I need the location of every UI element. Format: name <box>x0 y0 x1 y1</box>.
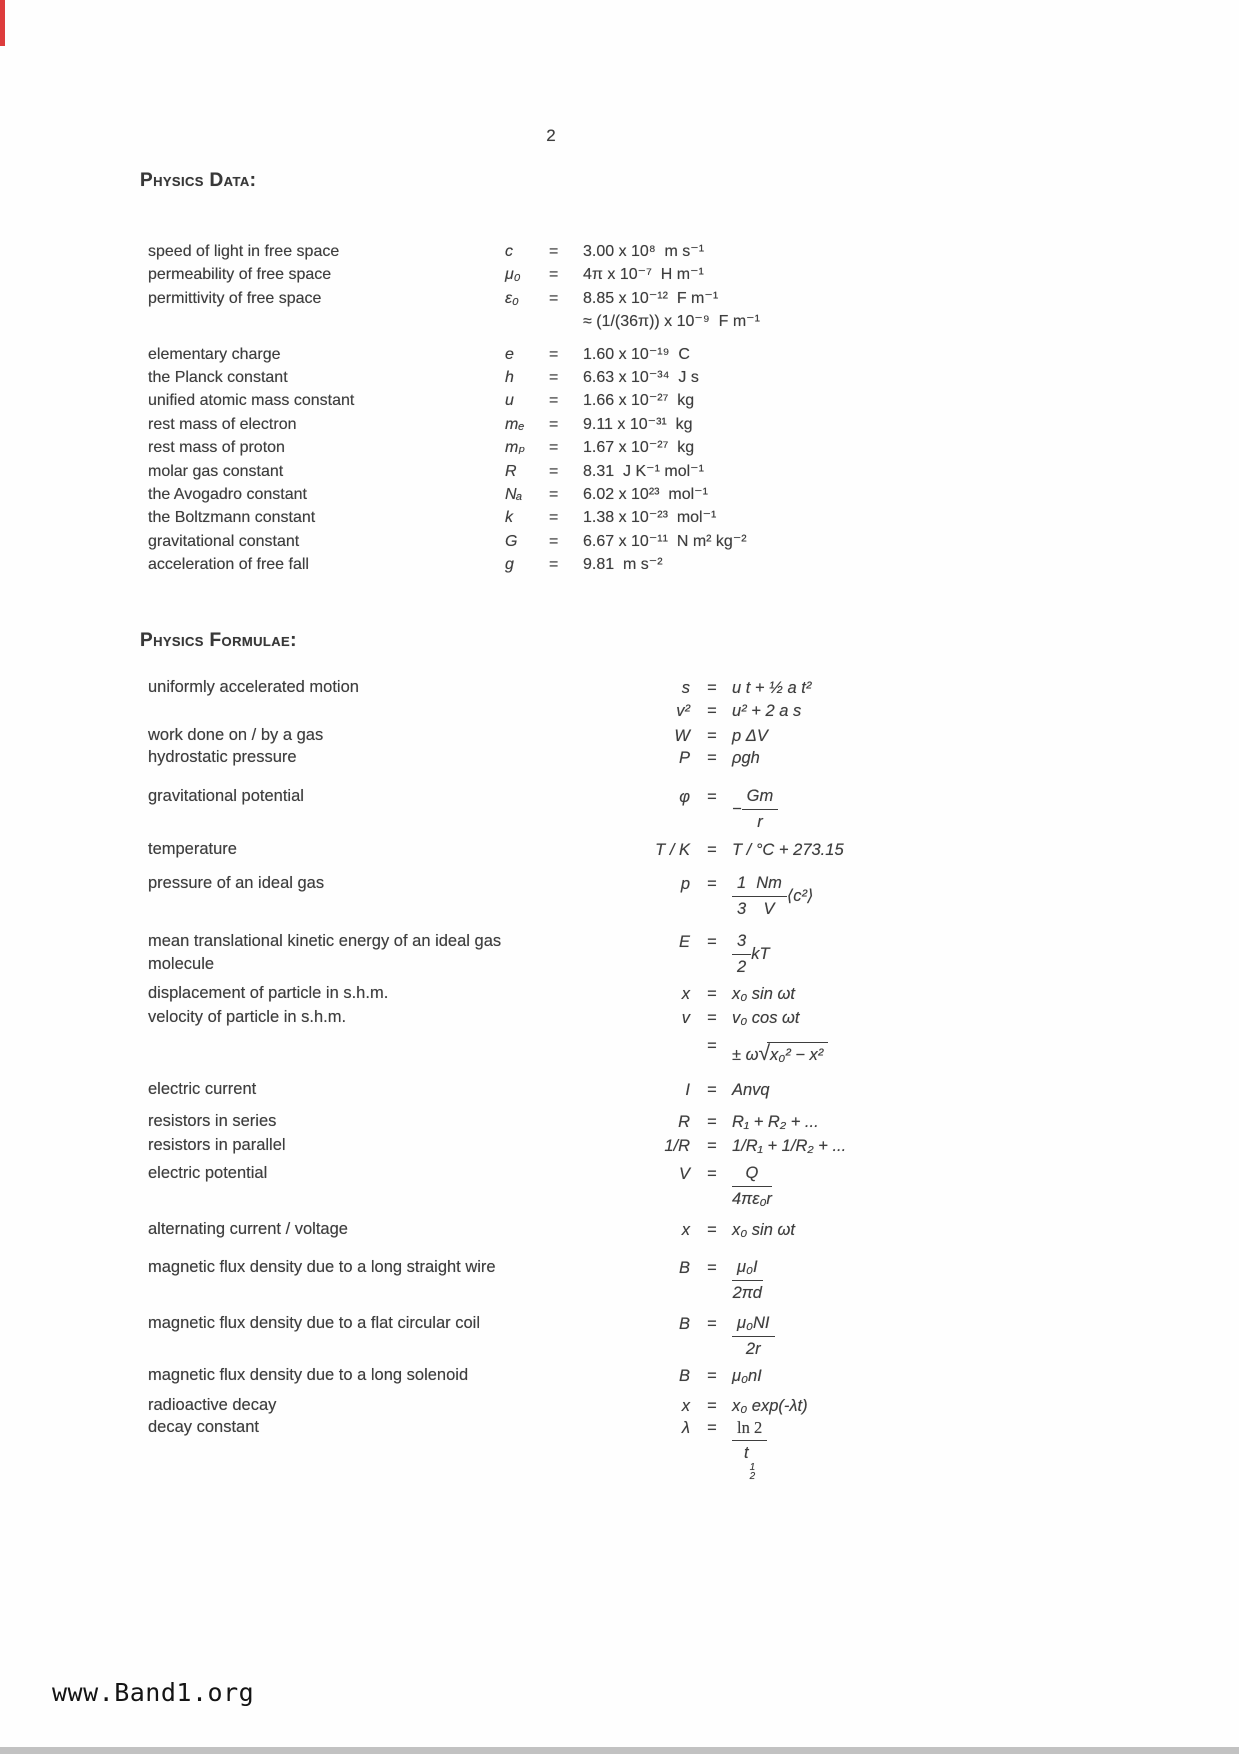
fraction <box>742 785 779 834</box>
equals-sign: = <box>707 985 717 1003</box>
data-row-symbol: G <box>505 532 518 550</box>
formula-expression: x₀ sin ωt <box>732 985 795 1003</box>
equals-sign: = <box>707 679 717 697</box>
half-life-subscript <box>750 1463 756 1481</box>
formula-row <box>140 872 1140 922</box>
fraction <box>751 872 787 921</box>
formula-expression: ρgh <box>732 749 760 767</box>
formula-label: work done on / by a gas <box>148 726 324 744</box>
formula-expression: u t + ½ a t² <box>732 679 812 697</box>
formula-row <box>140 724 1140 748</box>
data-row-label: elementary charge <box>148 345 281 363</box>
formula-expression: R₁ + R₂ + ... <box>732 1113 819 1131</box>
formula-expression <box>732 785 778 834</box>
formula-row <box>140 1312 1140 1362</box>
formula-expression: μ₀nI <box>732 1367 762 1385</box>
data-row-value: 4π x 10⁻⁷ H m⁻¹ <box>583 266 704 284</box>
formula-row <box>140 1078 1140 1102</box>
scan-artifact-bottom-edge <box>0 1747 1239 1754</box>
fraction <box>732 1162 772 1211</box>
fraction-numerator: Q <box>732 1162 772 1187</box>
equals-sign: = <box>707 1009 717 1027</box>
equals-sign: = <box>549 509 559 527</box>
formula-expression: p ΔV <box>732 727 768 745</box>
data-row <box>140 240 1130 263</box>
formula-label: electric current <box>148 1080 257 1098</box>
equals-sign: = <box>707 1221 717 1239</box>
page-number: 2 <box>546 126 556 145</box>
data-row-label: speed of light in free space <box>148 243 340 260</box>
formula-row <box>140 1162 1140 1212</box>
data-row <box>140 436 1130 459</box>
equals-sign: = <box>549 345 559 363</box>
formula-row <box>140 982 1140 1006</box>
data-row <box>140 343 1130 366</box>
data-row-symbol <box>505 310 549 333</box>
data-row-value: 8.85 x 10⁻¹² F m⁻¹ <box>583 289 719 307</box>
scan-artifact-red-line <box>0 0 5 46</box>
data-row <box>140 287 1130 310</box>
data-row-label: unified atomic mass constant <box>148 392 355 410</box>
formula-symbol: T / K <box>655 841 690 859</box>
formula-row <box>140 699 1140 723</box>
formula-label: alternating current / voltage <box>148 1220 348 1238</box>
data-row <box>140 530 1130 553</box>
fraction-denominator: 4πε₀r <box>732 1190 772 1208</box>
kT-term: kT <box>751 945 770 963</box>
equals-sign: = <box>707 702 717 720</box>
fraction <box>732 1256 763 1305</box>
data-row-label <box>140 310 505 333</box>
formula-label: resistors in parallel <box>148 1136 286 1154</box>
equals-sign: = <box>707 727 717 745</box>
data-row-symbol: c <box>505 243 513 260</box>
data-row <box>140 366 1130 389</box>
formula-symbol: x <box>681 985 690 1003</box>
formula-symbol: B <box>678 1259 690 1277</box>
data-row-value: 1.67 x 10⁻²⁷ kg <box>583 439 695 457</box>
equals-sign: = <box>549 289 559 307</box>
data-row-label: permittivity of free space <box>148 289 322 307</box>
equals-sign: = <box>707 788 717 806</box>
formula-symbol: W <box>674 727 690 745</box>
fraction-numerator: μ₀I <box>732 1256 763 1281</box>
equals-sign: = <box>707 1259 717 1277</box>
formula-label: magnetic flux density due to a long solenoid <box>148 1366 469 1384</box>
physics-data-heading: Physics Data: <box>140 170 257 191</box>
formula-label: mean translational kinetic energy of an ideal gas molecule <box>148 932 502 973</box>
data-row-label: acceleration of free fall <box>148 556 309 574</box>
formula-symbol: φ <box>679 788 690 806</box>
data-row <box>140 460 1130 483</box>
data-row-label: the Avogadro constant <box>148 485 307 503</box>
formula-expression: x₀ exp(-λt) <box>732 1397 808 1415</box>
data-row-value: 3.00 x 10⁸ m s⁻¹ <box>583 243 705 260</box>
equals-sign: = <box>707 841 717 859</box>
data-row-label: the Planck constant <box>148 368 288 386</box>
fraction-numerator: μ₀NI <box>732 1312 775 1337</box>
formula-symbol: P <box>678 749 690 767</box>
data-row-symbol: k <box>505 509 513 527</box>
equals-sign: = <box>707 1037 717 1055</box>
formula-row <box>140 930 1140 980</box>
formula-symbol: λ <box>681 1419 690 1437</box>
equals-sign: = <box>707 933 717 951</box>
formula-row <box>140 1256 1140 1306</box>
equals-sign: = <box>549 368 559 386</box>
equals-sign: = <box>549 266 559 284</box>
formula-row <box>140 1416 1140 1480</box>
equals-sign: = <box>707 1419 717 1437</box>
formula-row <box>140 785 1140 835</box>
data-row-label: permeability of free space <box>148 266 332 284</box>
formula-symbol: B <box>678 1315 690 1333</box>
sqrt-sign: √ <box>758 1042 770 1065</box>
equals-sign: = <box>707 1137 717 1155</box>
physics-formulae-heading: Physics Formulae: <box>140 630 297 651</box>
formula-symbol: s <box>681 679 690 697</box>
formula-label: pressure of an ideal gas <box>148 874 325 892</box>
formula-symbol: R <box>678 1113 690 1131</box>
formula-row <box>140 676 1140 700</box>
formula-expression <box>732 1256 763 1305</box>
formula-label: hydrostatic pressure <box>148 748 297 766</box>
data-row-symbol: R <box>505 462 517 480</box>
formula-label: radioactive decay <box>148 1396 277 1414</box>
data-row-symbol: mₚ <box>505 439 526 457</box>
formula-label: decay constant <box>148 1418 259 1436</box>
fraction <box>732 930 751 979</box>
formula-symbol: I <box>685 1081 690 1099</box>
data-row-symbol: ε₀ <box>505 289 519 307</box>
equals-sign: = <box>549 462 559 480</box>
equals-sign: = <box>549 392 559 410</box>
data-row-value: 1.60 x 10⁻¹⁹ C <box>583 345 690 363</box>
fraction <box>732 1416 767 1481</box>
formula-label: gravitational potential <box>148 787 304 805</box>
formula-row <box>140 1364 1140 1388</box>
half-life-sub-two: 2 <box>749 1471 756 1482</box>
fraction-numerator: ln 2 <box>732 1416 767 1441</box>
fraction-numerator: 3 <box>732 930 751 955</box>
data-row-label: gravitational constant <box>148 532 300 550</box>
equals-sign: = <box>707 875 717 893</box>
fraction-denominator: V <box>763 900 775 918</box>
equals-sign: = <box>707 1081 717 1099</box>
formula-label: temperature <box>148 840 237 858</box>
data-row-value: 8.31 J K⁻¹ mol⁻¹ <box>583 462 704 480</box>
formula-symbol: v² <box>676 702 690 720</box>
fraction-denominator <box>732 1441 767 1481</box>
formula-row <box>140 746 1140 770</box>
formula-expression <box>732 1312 775 1361</box>
formula-expression: u² + 2 a s <box>732 702 802 720</box>
fraction-denominator: r <box>757 813 763 831</box>
physics-data-table <box>140 240 1130 576</box>
formula-expression: x₀ sin ωt <box>732 1221 795 1239</box>
formula-label: displacement of particle in s.h.m. <box>148 984 389 1002</box>
data-row-symbol: g <box>505 556 514 574</box>
formula-row <box>140 1006 1140 1030</box>
data-row-value: 6.67 x 10⁻¹¹ N m² kg⁻² <box>583 532 747 550</box>
equals-sign: = <box>549 243 559 260</box>
formula-symbol: v <box>681 1009 690 1027</box>
formula-expression <box>732 1042 828 1067</box>
data-row-value: 9.81 m s⁻² <box>583 556 663 574</box>
data-row-symbol: Nₐ <box>505 485 523 503</box>
mean-square-speed-term: ⟨c²⟩ <box>786 887 814 905</box>
equals-sign: = <box>707 1367 717 1385</box>
formula-row <box>140 1134 1140 1158</box>
formula-label: uniformly accelerated motion <box>148 678 359 696</box>
fraction-denominator: 2 <box>737 958 747 976</box>
formula-symbol: x <box>681 1397 690 1415</box>
data-row <box>140 506 1130 529</box>
fraction-denominator: 2r <box>745 1340 761 1358</box>
formula-expression: 1/R₁ + 1/R₂ + ... <box>732 1137 847 1155</box>
formula-label: electric potential <box>148 1164 268 1182</box>
data-row-value: 1.38 x 10⁻²³ mol⁻¹ <box>583 509 717 527</box>
fraction-numerator: Gm <box>742 785 779 810</box>
equals-sign: = <box>707 1165 717 1183</box>
data-row <box>140 263 1130 286</box>
formula-row <box>140 838 1140 862</box>
formula-expression: T / °C + 273.15 <box>732 841 844 859</box>
fraction-denominator: 3 <box>737 900 747 918</box>
fraction <box>732 872 751 921</box>
equals-sign <box>549 310 571 333</box>
data-row-symbol: u <box>505 392 514 410</box>
formula-label: magnetic flux density due to a long straight wire <box>148 1258 496 1276</box>
formula-label: velocity of particle in s.h.m. <box>148 1008 347 1026</box>
data-row <box>140 553 1130 576</box>
formula-symbol: B <box>678 1367 690 1385</box>
equals-sign: = <box>549 415 559 433</box>
plus-minus-omega: ± ω <box>732 1046 759 1064</box>
data-row-value: 9.11 x 10⁻³¹ kg <box>583 415 693 433</box>
formula-expression: Anvq <box>732 1081 770 1099</box>
data-row-value: 6.63 x 10⁻³⁴ J s <box>583 368 699 386</box>
equals-sign: = <box>549 485 559 503</box>
data-row-symbol: e <box>505 345 514 363</box>
data-row <box>140 389 1130 412</box>
physics-formulae-section <box>140 630 1140 1530</box>
data-row-value: 1.66 x 10⁻²⁷ kg <box>583 392 695 410</box>
equals-sign: = <box>549 532 559 550</box>
data-row-label: the Boltzmann constant <box>148 509 316 527</box>
fraction-denominator: 2πd <box>732 1284 762 1302</box>
data-row <box>140 310 1130 333</box>
formula-expression <box>732 872 813 921</box>
data-row-label: molar gas constant <box>148 462 284 480</box>
formula-expression <box>732 930 770 979</box>
formula-symbol: V <box>678 1165 690 1183</box>
data-row-symbol: mₑ <box>505 415 525 433</box>
data-row-symbol: h <box>505 368 514 386</box>
equals-sign: = <box>707 1397 717 1415</box>
data-row-label: rest mass of electron <box>148 415 297 433</box>
fraction-numerator: Nm <box>751 872 787 897</box>
data-row-symbol: μ₀ <box>505 266 521 284</box>
formula-symbol: p <box>680 875 690 893</box>
equals-sign: = <box>707 1113 717 1131</box>
formula-symbol: E <box>678 933 690 951</box>
watermark-url: www.Band1.org <box>52 1678 255 1707</box>
equals-sign: = <box>707 1315 717 1333</box>
formula-label: resistors in series <box>148 1112 277 1130</box>
formula-label: magnetic flux density due to a flat circular coil <box>148 1314 480 1332</box>
equals-sign: = <box>549 439 559 457</box>
formula-expression <box>732 1416 767 1481</box>
formula-symbol: 1/R <box>664 1137 690 1155</box>
sqrt-radicand: x₀² − x² <box>767 1042 828 1065</box>
equals-sign: = <box>549 556 559 574</box>
formula-row <box>140 1037 1140 1072</box>
formula-expression <box>732 1162 772 1211</box>
minus-sign: − <box>732 800 742 818</box>
half-life-t: t <box>744 1444 749 1462</box>
data-row-label: rest mass of proton <box>148 439 285 457</box>
formula-expression: v₀ cos ωt <box>732 1009 800 1027</box>
data-row-value: 6.02 x 10²³ mol⁻¹ <box>583 485 708 503</box>
formula-row <box>140 1218 1140 1242</box>
fraction-numerator: 1 <box>732 872 751 897</box>
formula-symbol: x <box>681 1221 690 1239</box>
formula-row <box>140 1110 1140 1134</box>
equals-sign: = <box>707 749 717 767</box>
half-life-sub-one: 1 <box>749 1462 756 1473</box>
fraction <box>732 1312 775 1361</box>
data-row <box>140 413 1130 436</box>
formula-row <box>140 1394 1140 1418</box>
data-row-value: ≈ (1/(36π)) x 10⁻⁹ F m⁻¹ <box>583 313 760 331</box>
data-row <box>140 483 1130 506</box>
